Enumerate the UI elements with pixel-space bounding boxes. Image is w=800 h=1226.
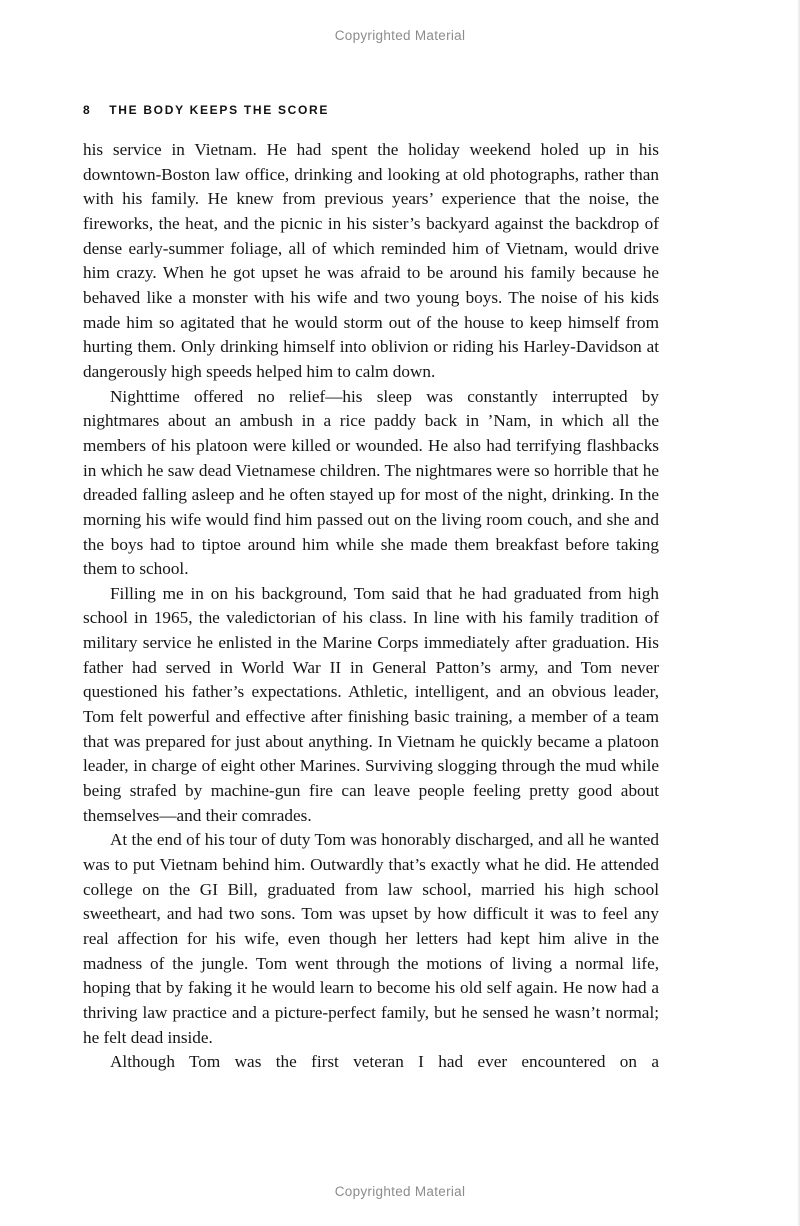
- running-header: [83, 103, 329, 117]
- copyright-notice-top: Copyrighted Material: [334, 28, 466, 43]
- paragraph: At the end of his tour of duty Tom was honorably discharged, and all he wanted was to put Vietnam behind him. Outwardly that’s exactly what he did. He attended college on the GI Bill, graduated from law school, married his high school sweetheart, and had two sons. Tom was upset by how difficult it was to feel any real affection for his wife, even though her letters had kept him alive in the madness of the jungle. Tom went through the motions of living a normal life, hoping that by faking it he would learn to become his old self again. He now had a thriving law practice and a picture-perfect family, but he sensed he wasn’t normal; he felt dead inside.: [83, 830, 659, 1047]
- running-title: THE BODY KEEPS THE SCORE: [109, 103, 330, 117]
- page-body-text: [83, 138, 659, 1075]
- page-number: 8: [83, 103, 91, 117]
- paragraph: Nighttime offered no relief—his sleep was constantly interrupted by nightmares about an ambush in a rice paddy back in ’Nam, in which all the members of his platoon were killed or wounded. He also had terrifying flashbacks in which he saw dead Vietnamese children. The nightmares were so horrible that he dreaded falling asleep and he often stayed up for most of the night, drinking. In the morning his wife would find him passed out on the living room couch, and she and the boys had to tiptoe around him while she made them breakfast before taking them to school.: [83, 386, 659, 579]
- paragraph: Although Tom was the first veteran I had ever encountered on a: [110, 1052, 659, 1072]
- paragraph: Filling me in on his background, Tom said that he had graduated from high school in 1965, the valedictorian of his class. In line with his family tradition of military service he enlisted in the Marine Corps immediately after graduation. His father had served in World War II in General Patton’s army, and Tom never questioned his father’s expectations. Athletic, intelligent, and an obvious leader, Tom felt powerful and effective after finishing basic training, a member of a team that was prepared for just about anything. In Vietnam he quickly became a platoon leader, in charge of eight other Marines. Surviving slogging through the mud while being strafed by machine-gun fire can leave people feeling pretty good about themselves—and their comrades.: [83, 583, 659, 825]
- copyright-notice-bottom: Copyrighted Material: [334, 1184, 466, 1199]
- paragraph: his service in Vietnam. He had spent the holiday weekend holed up in his downtown-Boston law office, drinking and looking at old photographs, rather than with his family. He knew from previous years’ experience that the noise, the fireworks, the heat, and the picnic in his sister’s backyard against the backdrop of dense early-summer foliage, all of which reminded him of Vietnam, would drive him crazy. When he got upset he was afraid to be around his family because he behaved like a monster with his wife and two young boys. The noise of his kids made him so agitated that he would storm out of the house to keep himself from hurting them. Only drinking himself into oblivion or riding his Harley-Davidson at dangerously high speeds helped him to calm down.: [83, 140, 659, 381]
